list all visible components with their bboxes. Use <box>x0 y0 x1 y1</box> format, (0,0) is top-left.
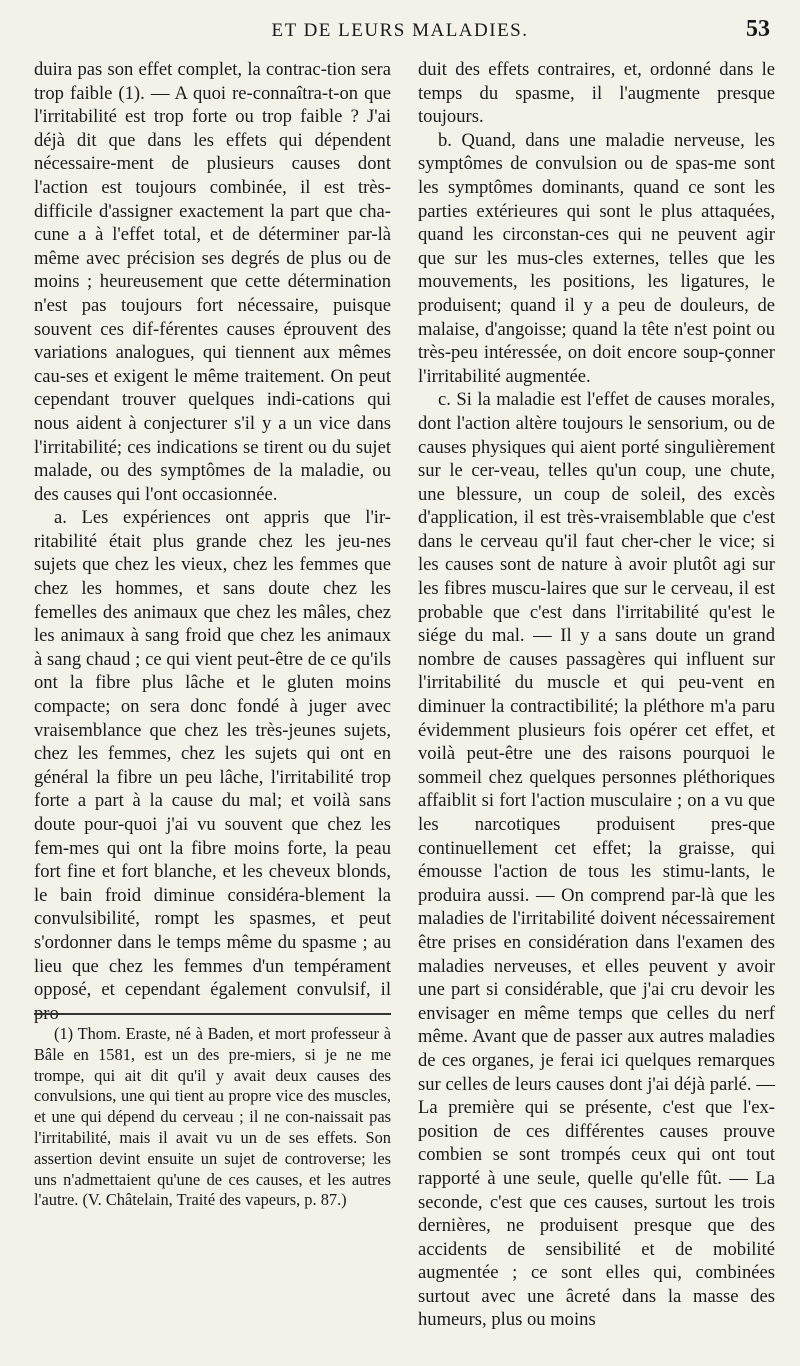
paragraph: a. Les expériences ont appris que l'ir-ritabilité était plus grande chez les jeu-nes sujets que chez les vieux, chez les femmes que chez les hommes, et sans doute chez les femelles des animaux que chez les mâles, chez les animaux à sang froid que chez les animaux à sang chaud ; ce qui vient peut-être de ce qu'ils ont la fibre plus lâche et le gluten moins compacte; on sera donc fondé à juger avec vraisemblance que chez les très-jeunes sujets, chez les femmes, chez les sujets qui ont en général la fibre un peu lâche, l'irritabilité trop forte a part à la cause du mal; et voilà sans doute pour-quoi j'ai vu souvent que chez les fem-mes qui ont la fibre moins forte, la peau fort fine et fort blanche, et les cheveux blonds, le bain froid diminue considéra-blement la convulsibilité, rompt les spasmes, et peut s'ordonner dans le temps même du spasme ; au lieu que chez les femmes d'un tempérament opposé, et cependant également convulsif, il pro- <box>34 507 391 1024</box>
running-head <box>0 14 800 58</box>
left-column <box>34 58 391 1025</box>
paragraph: b. Quand, dans une maladie nerveuse, les symptômes de convulsion ou de spas-me sont les symptômes dominants, quand ce sont les parties extérieures qui sont le plus attaquées, quand les circonstan-ces qui ne peuvent agir que sur les mus-cles externes, telles que les mouvements, les positions, les ligatures, le produisent; quand il y a peu de douleurs, de malaise, d'angoisse; quand la tête n'est point ou très-peu intéressée, on doit encore soup-çonner l'irritabilité augmentée. <box>418 129 775 387</box>
running-title: ET DE LEURS MALADIES. <box>271 20 529 41</box>
footnote-rule <box>34 1013 391 1015</box>
paragraph: duit des effets contraires, et, ordonné dans le temps du spasme, il l'augmente presque toujours. <box>418 59 775 128</box>
paragraph: c. Si la maladie est l'effet de causes morales, dont l'action altère toujours le sensorium, ou de causes physiques qui aient porté singulièrement sur le cer-veau, telles qu'un coup, une chute, une blessure, un coup de soleil, des excès d'application, il est très-vraisemblable que c'est dans le cerveau qu'il faut cher-cher le vice; si les causes sont de nature à avoir plutôt agi sur les fibres muscu-laires que sur le cerveau, il est probable que c'est dans l'irritabilité qu'est le siége du mal. — Il y a sans doute un grand nombre de causes passagères qui influent sur l'irritabilité du muscle et qui peu-vent en diminuer la contractibilité; la pléthore m'a paru évidemment plusieurs fois opérer cet effet, et voilà peut-être une des raisons pourquoi le sommeil chez quelques personnes pléthoriques affaiblit si fort l'action musculaire ; on a vu que les narcotiques produisent pres-que continuellement cet effet; la graisse, qui émousse l'action de tous les stimu-lants, le produira aussi. — On comprend par-là que les maladies de l'irritabilité doivent nécessairement être prises en considération dans l'examen des maladies nerveuses, et elles peuvent y avoir une part si considérable, que j'ai cru devoir les envisager en même temps que celles du nerf même. Avant que de passer aux autres maladies de ces organes, je ferai ici quelques remarques sur celles de leurs causes dont j'ai déjà parlé. — La première qui se présente, c'est que l'ex-position de ces différentes causes prouve combien se sont trompés ceux qui ont tout rapporté à une seule, quelle qu'elle fût. — La seconde, c'est que ces causes, surtout les trois dernières, ne produisent presque que des accidents de sensibilité et de mobilité augmentée ; ce sont elles qui, combinées surtout avec une âcreté dans la masse des humeurs, plus ou moins <box>418 389 775 1331</box>
page-number: 53 <box>746 16 770 42</box>
footnote <box>34 1024 391 1211</box>
footnote-text: (1) Thom. Eraste, né à Baden, et mort professeur à Bâle en 1581, est un des pre-miers, si je ne me trompe, qui ait dit qu'il y avait deux causes des convulsions, une qui tient au propre vice des muscles, et une qui dépend du cerveau ; il ne con-naissait pas l'irritabilité, mais il avait vu un de ses effets. Son assertion devint ensuite un sujet de controverse; les uns n'admettaient qu'une de ces causes, et les autres l'autre. (V. Châtelain, Traité des vapeurs, p. 87.) <box>34 1024 391 1210</box>
paragraph: duira pas son effet complet, la contrac-tion sera trop faible (1). — A quoi re-connaîtra-t-on que l'irritabilité est trop forte ou trop faible ? J'ai déjà dit que dans les effets qui dépendent nécessaire-ment de plusieurs causes dont l'action est toujours combinée, il est très-difficile d'assigner exactement la part que cha-cune a à l'effet total, et de déterminer par-là même avec précision ses degrés de plus ou de moins ; heureusement que cette détermination n'est pas toujours fort nécessaire, puisque souvent ces dif-férentes causes éprouvent des variations analogues, qui tiennent aux mêmes cau-ses et exigent le même traitement. On peut cependant trouver quelques indi-cations qui nous aident à conjecturer s'il y a un vice dans l'irritabilité; ces indications se tirent ou du sujet malade, ou des symptômes de la maladie, ou des causes qui l'ont occasionnée. <box>34 59 391 505</box>
right-column <box>418 58 775 1332</box>
